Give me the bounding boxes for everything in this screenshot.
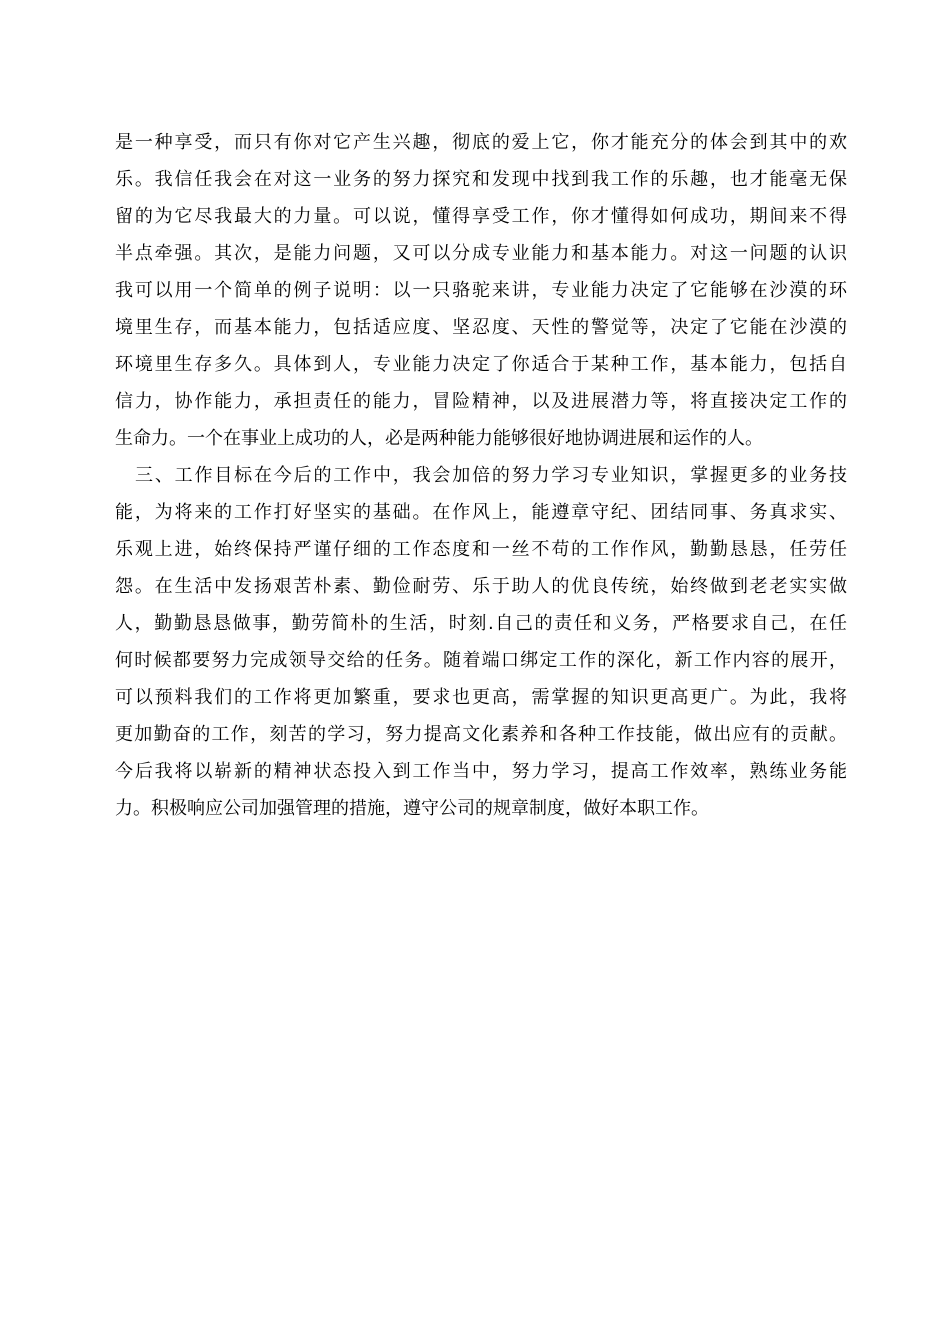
paragraph-continuation: [115, 124, 847, 457]
text-line: 更加勤奋的工作，刻苦的学习，努力提高文化素养和各种工作技能，做出应有的贡献。: [115, 724, 847, 745]
text-line: 能，为将来的工作打好坚实的基础。在作风上，能遵章守纪、团结同事、务真求实、: [115, 502, 847, 523]
text-line: 今后我将以崭新的精神状态投入到工作当中，努力学习，提高工作效率，熟练业务能: [115, 761, 847, 782]
text-line: 乐观上进，始终保持严谨仔细的工作态度和一丝不苟的工作作风，勤勤恳恳，任劳任: [115, 539, 847, 560]
text-line: 半点牵强。其次，是能力问题，又可以分成专业能力和基本能力。对这一问题的认识: [115, 243, 847, 264]
text-line: 留的为它尽我最大的力量。可以说，懂得享受工作，你才懂得如何成功，期间来不得: [115, 206, 847, 227]
document-body: [115, 124, 847, 827]
text-line: 三、工作目标在今后的工作中，我会加倍的努力学习专业知识，掌握更多的业务技: [135, 465, 847, 486]
text-line: 可以预料我们的工作将更加繁重，要求也更高，需掌握的知识更高更广。为此，我将: [115, 687, 847, 708]
text-line: 乐。我信任我会在对这一业务的努力探究和发现中找到我工作的乐趣，也才能毫无保: [115, 169, 847, 190]
paragraph-work-goals: [115, 457, 847, 827]
text-line: 是一种享受，而只有你对它产生兴趣，彻底的爱上它，你才能充分的体会到其中的欢: [115, 132, 847, 153]
text-line: 何时候都要努力完成领导交给的任务。随着端口绑定工作的深化，新工作内容的展开，: [115, 650, 847, 671]
text-line: 怨。在生活中发扬艰苦朴素、勤俭耐劳、乐于助人的优良传统，始终做到老老实实做: [115, 576, 847, 597]
text-line: 人，勤勤恳恳做事，勤劳简朴的生活，时刻.自己的责任和义务，严格要求自己，在任: [115, 613, 847, 634]
text-line: 信力，协作能力，承担责任的能力，冒险精神，以及进展潜力等，将直接决定工作的: [115, 391, 847, 412]
text-line: 环境里生存多久。具体到人，专业能力决定了你适合于某种工作，基本能力，包括自: [115, 354, 847, 375]
text-line: 境里生存，而基本能力，包括适应度、坚忍度、天性的警觉等，决定了它能在沙漠的: [115, 317, 847, 338]
text-line: 生命力。一个在事业上成功的人，必是两种能力能够很好地协调进展和运作的人。: [115, 428, 763, 449]
text-line: 我可以用一个简单的例子说明：以一只骆驼来讲，专业能力决定了它能够在沙漠的环: [115, 280, 847, 301]
text-line: 力。积极响应公司加强管理的措施，遵守公司的规章制度，做好本职工作。: [115, 798, 709, 819]
